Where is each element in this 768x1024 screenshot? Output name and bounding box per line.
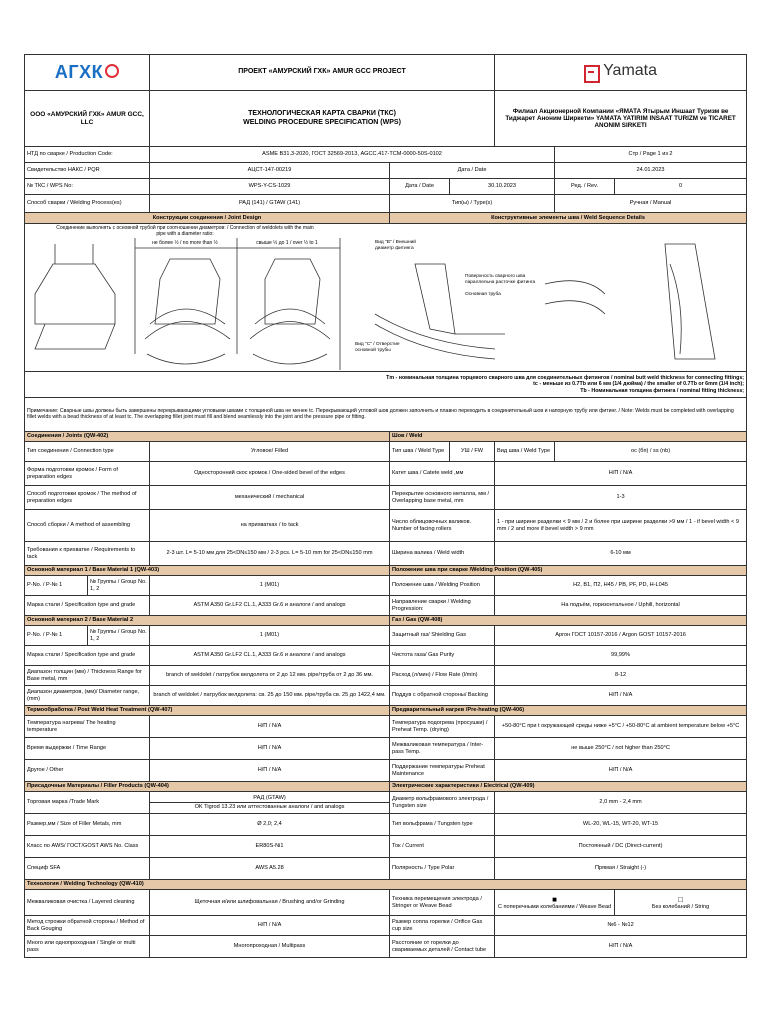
rev-label: Ред. / Rev. xyxy=(555,179,615,195)
filler-row-label: Размер,мм / Size of Filler Metals, mm xyxy=(25,814,150,836)
tech-row-value: Н/П / N/A xyxy=(150,916,390,936)
preheat-row-label: Поддержание температуры Preheat Maintenance xyxy=(390,760,495,782)
preheat-row-value: +50-80°С при t окружающей среды ниже +5°С / +50-80°С at ambient temperature below +5°С xyxy=(495,716,747,738)
weld-row-label: Перекрытие основного металла, мм / Overlapping base metal, mm xyxy=(390,486,495,510)
electrical-row-label: Ток / Current xyxy=(390,836,495,858)
electrical-row-value: WL-20, WL-15, WT-20, WT-15 xyxy=(495,814,747,836)
wps-value: WPS-Y-CS-1029 xyxy=(150,179,390,195)
label-d: Вид "С" / Отверстие основной трубы xyxy=(355,342,400,353)
rev-value: 0 xyxy=(615,179,747,195)
label-a: Вид "В" / Внешний диаметр фитинга xyxy=(375,240,416,251)
weld-row-label: Число облицовочных валиков. Number of facing rollers xyxy=(390,510,495,542)
pwht-row-value: Н/П / N/A xyxy=(150,716,390,738)
filler-brand-label: Торговая марка /Trade Mark xyxy=(25,792,150,814)
progression-label: Направление сварки / Welding Progression: xyxy=(390,596,495,616)
pwht-row-value: Н/П / N/A xyxy=(150,760,390,782)
base2-header: Основной материал 2 / Base Material 2 xyxy=(25,616,390,626)
gas-row-label: Чистота газа/ Gas Purity xyxy=(390,646,495,666)
design-drawing xyxy=(25,224,747,372)
wps-label: № ТКС / WPS No: xyxy=(25,179,150,195)
weld-row-value: 6-10 мм xyxy=(495,542,747,566)
filler-header: Присадочные Материалы / Filler Products (QW-404) xyxy=(25,782,390,792)
date1-value: 24.01.2023 xyxy=(555,163,747,179)
pwht-row-value: Н/П / N/A xyxy=(150,738,390,760)
weld-row-label: Ширина валика / Weld width xyxy=(390,542,495,566)
gas-row-value: 99,99% xyxy=(495,646,747,666)
gas-row-label: Поддув с обратной стороны/ Backing xyxy=(390,686,495,706)
filler-row-value: Ø 2,0; 2,4 xyxy=(150,814,390,836)
position-label: Положение шва / Welding Position xyxy=(390,576,495,596)
base2-pno: P-No. / P-№ 1 xyxy=(25,626,88,646)
electrical-row-label: Полярность / Type Polar xyxy=(390,858,495,880)
ntd-value: ASME B31.3-2020, ГОСТ 32569-2013, AGCC.417-TCM-0000-50S-0102 xyxy=(150,147,555,163)
preheat-row-label: Температура подогрева (просушки) / Preheat Temp. (drying) xyxy=(390,716,495,738)
date2-value: 30.10.2023 xyxy=(450,179,555,195)
position-header: Положение шва при сварке /Welding Position (QW-405) xyxy=(390,566,747,576)
base2-thick-value: branch of weldolet / патрубок велдолета от 2 до 12 мм. pipe/труба от 2 до 36 мм. xyxy=(150,666,390,686)
label-c: Основная труба xyxy=(465,292,501,297)
logo-ring-icon xyxy=(105,64,119,78)
electrical-row-value: 2,0 mm - 2,4 mm xyxy=(495,792,747,814)
joint-row-value: механический / mechanical xyxy=(150,486,390,510)
joints-header: Соединения / Joints (QW-402) xyxy=(25,432,390,442)
yamata-logo: Yamata xyxy=(495,55,747,91)
pwht-row-label: Время выдержки / Time Range xyxy=(25,738,150,760)
design-col2: свыше ½ до 1 / over ½ to 1 xyxy=(256,240,318,246)
weld-row-value: 1 - при ширине разделки < 9 мм / 2 и более при ширине разделки >9 мм / 1 - if bevel width < 9 mm / 2 and more if bevel width > 9 mm xyxy=(495,510,747,542)
joint-row-value: 2-3 шт. L= 5-10 мм для 25<DN≤150 мм / 2-3 pcs. L= 5-10 mm for 25<DN≤150 mm xyxy=(150,542,390,566)
weld-row-label: Катет шва / Catete weld ,мм xyxy=(390,462,495,486)
project-title: ПРОЕКТ «АМУРСКИЙ ГХК» AMUR GCC PROJECT xyxy=(150,55,495,91)
base2-grade-value: ASTM A350 Gr.LF2 CL.1, A333 Gr.6 и аналоги / and analogs xyxy=(150,646,390,666)
tech-r-label: Размер сопла горелки / Orifice Gas cup size xyxy=(390,916,495,936)
tech-row-label: Метод строжки обратной стороны / Method of Back Gouging xyxy=(25,916,150,936)
base1-grade-value: ASTM A350 Gr.LF2 CL.1, A333 Gr.6 и аналоги / and analogs xyxy=(150,596,390,616)
tech-row-label: Много или однопроходная / Single or multi pass xyxy=(25,936,150,958)
joint-row-value: на прихватках / to tack xyxy=(150,510,390,542)
electrical-header: Электрические характеристики / Electrical (QW-409) xyxy=(390,782,747,792)
weld-kind-label: Вид шва / Weld Type xyxy=(495,442,555,462)
joint-row-label: Форма подготовки кромок / Form of preparation edges xyxy=(25,462,150,486)
type-label: Тип(ы) / Type(s) xyxy=(390,195,555,213)
process-value: РАД (141) / GTAW (141) xyxy=(150,195,390,213)
gas-row-value: Н/П / N/A xyxy=(495,686,747,706)
progression-value: На подъём, горизонтальное / Uphill, horizontal xyxy=(495,596,747,616)
tech-r-value: №6 - №12 xyxy=(495,916,747,936)
electrical-row-value: Постоянный / DC (Direct-current) xyxy=(495,836,747,858)
technology-header: Технология / Welding Technology (QW-410) xyxy=(25,880,747,890)
yamata-mark-icon xyxy=(584,65,600,83)
weld-sequence-header: Конструктивные элементы шва / Weld Sequence Details xyxy=(390,213,747,224)
filler-row-value: ER80S-Ni1 xyxy=(150,836,390,858)
thickness-notes: Tm - номинальная толщина торцевого сварного шва для соединительных фитингов / nominal butt weld thickness for connecting fittings; tc - меньше из 0.7Tb или 6 мм (1/4 дюйма) / the smaller of 0.7Tb or 6mm (1/4 inch); Tb - Номинальная толщина фитинга / nominal fitting thickness; xyxy=(25,372,747,398)
weave-checked-icon: ■ xyxy=(552,894,557,904)
design-col1: не более ½ / no more than ½ xyxy=(152,240,218,246)
weld-row-value: 1-3 xyxy=(495,486,747,510)
base2-thick-label: Диапазон толщин (мм) / Thickness Range for Base metal, mm xyxy=(25,666,150,686)
design-caption: Соединение выполнять с основной трубой при соотношении диаметров: / Connection of weldolets with the main pipe with a diameter ratio: xyxy=(56,225,314,237)
weave-option: ■ С поперечными колебаниями / Weave Bead xyxy=(495,890,615,916)
base1-group-label: № Группы / Group No. 1, 2 xyxy=(88,576,150,596)
filler-row-label: Класс по AWS/ ГОСТ/GOST AWS No. Class xyxy=(25,836,150,858)
company-left: ООО «АМУРСКИЙ ГХК» AMUR GCC, LLC xyxy=(25,91,150,147)
base2-diam-label: Диапазон диаметров, (мм)/ Diameter range, (mm) xyxy=(25,686,150,706)
filler-row-value: AWS A5.28 xyxy=(150,858,390,880)
preheat-row-label: Межваликовая температура / Inter-pass Temp. xyxy=(390,738,495,760)
filler-row-label: Специф SFA xyxy=(25,858,150,880)
electrical-row-value: Прямая / Straight (-) xyxy=(495,858,747,880)
gas-row-label: Расход (л/мин) / Flow Rate (l/min) xyxy=(390,666,495,686)
string-unchecked-icon: □ xyxy=(678,894,683,904)
weld-header: Шов / Weld xyxy=(390,432,747,442)
preheat-row-value: не выше 250°С / not higher than 250°С xyxy=(495,738,747,760)
base1-group-value: 1 (M01) xyxy=(150,576,390,596)
pwht-row-label: Другое / Other xyxy=(25,760,150,782)
joint-row-label: Способ подготовки кромок / The method of preparation edges xyxy=(25,486,150,510)
base2-grade-label: Марка стали / Specification type and grade xyxy=(25,646,150,666)
wps-document xyxy=(24,54,746,958)
tech-row-value: Щеточная и/или шлифовальная / Brushing and/or Grinding xyxy=(150,890,390,916)
tech-row-value: Многопроходная / Multipass xyxy=(150,936,390,958)
ntd-label: НТД по сварке / Production Code: xyxy=(25,147,150,163)
process-label: Способ сварки / Welding Process(es) xyxy=(25,195,150,213)
preheat-row-value: Н/П / N/A xyxy=(495,760,747,782)
page-number: Стр / Page 1 из 2 xyxy=(555,147,747,163)
pwht-header: Термообработка / Post Weld Heat Treatment (QW-407) xyxy=(25,706,390,716)
base2-group-value: 1 (M01) xyxy=(150,626,390,646)
weld-row-value: Н/П / N/A xyxy=(495,462,747,486)
wps-table xyxy=(24,54,747,958)
gas-row-label: Защитный газ/ Shielding Gas xyxy=(390,626,495,646)
tech-r-label: Техника перемещения электрода / Stringer or Weave Bead xyxy=(390,890,495,916)
electrical-row-label: Тип вольфрама / Tungsten type xyxy=(390,814,495,836)
position-value: H2, В1, П2, Н45 / PB, PF, PD, H-L045 xyxy=(495,576,747,596)
naks-label: Свидетельство НАКС / PQR xyxy=(25,163,150,179)
doc-title: ТЕХНОЛОГИЧЕСКАЯ КАРТА СВАРКИ (ТКС) WELDING PROCEDURE SPECIFICATION (WPS) xyxy=(150,91,495,147)
company-right: Филиал Акционерной Компании «ЯМАТА Ятырым Иншаат Туризм ве Тиджарет Аноним Ширкети» YAMATA YATIRIM INSAAT TURIZM ve TICARET ANONIM SIRKETI xyxy=(495,91,747,147)
date1-label: Дата / Date xyxy=(390,163,555,179)
weld-type-label: Тип шва / Weld Type xyxy=(390,442,450,462)
date2-label: Дата / Date xyxy=(390,179,450,195)
string-option: □ Без колебаний / String xyxy=(615,890,747,916)
tech-r-value: Н/П / N/A xyxy=(495,936,747,958)
filler-brand-value: РАД (GTAW) OK Tigrod 13.23 или аттестованные аналоги / and analogs xyxy=(150,792,390,814)
pwht-row-label: Температура нагрева/ The heating temperature xyxy=(25,716,150,738)
agkh-logo: АГХК xyxy=(25,55,150,91)
remark: Примечание: Сварные швы должны быть завершены перекрывающими угловыми швами с толщиной шва не менее tc. Перекрывающий угловой шов должен заполнить и плавно переходить в соединительный шов и напорную трубу или фитинг. / Note: Welds must be completed with overlapping fillet welds with a bead thickness of at least tc. The overlapping fillet joint must fill and blend seamlessly into the joint and the pressure pipe or fitting. xyxy=(25,398,747,432)
tech-row-label: Межваликовая очистка / Layered cleaning xyxy=(25,890,150,916)
preheat-header: Предварительный нагрев /Pre-heating (QW-406) xyxy=(390,706,747,716)
naks-value: АЦСТ-147-00219 xyxy=(150,163,390,179)
joint-row-label: Способ сборки / A method of assembling xyxy=(25,510,150,542)
weld-kind-value: ос (бп) / ss (nb) xyxy=(555,442,747,462)
base2-diam-value: branch of weldolet / патрубок велдолета: св. 25 до 150 мм. pipe/труба св. 25 до 1422,4 мм. xyxy=(150,686,390,706)
tech-r-label: Расстояние от горелки до свариваемых деталей / Contact tube xyxy=(390,936,495,958)
joint-row-value: Односторонний скос кромок / One-sided bevel of the edges xyxy=(150,462,390,486)
base1-header: Основной материал 1 / Base Material 1 (QW-403) xyxy=(25,566,390,576)
gas-header: Газ / Gas (QW-408) xyxy=(390,616,747,626)
weld-type-value: УШ / FW xyxy=(450,442,495,462)
base1-grade-label: Марка стали / Specification type and grade xyxy=(25,596,150,616)
base2-group-label: № Группы / Group No. 1, 2 xyxy=(88,626,150,646)
joint-row-value: Угловое/ Filled xyxy=(150,442,390,462)
type-value: Ручная / Manual xyxy=(555,195,747,213)
base1-pno: P-No. / P-№ 1 xyxy=(25,576,88,596)
joint-design-header: Конструкции соединения / Joint Design xyxy=(25,213,390,224)
joint-row-label: Тип соединения / Connection type xyxy=(25,442,150,462)
label-b: Поверхность сварного шва параллельна расточке фитинга xyxy=(465,274,536,285)
gas-row-value: 8-12 xyxy=(495,666,747,686)
gas-row-value: Аргон ГОСТ 10157-2016 / Argon GOST 10157-2016 xyxy=(495,626,747,646)
electrical-row-label: Диаметр вольфрамового электрода / Tungsten size xyxy=(390,792,495,814)
joint-row-label: Требования к прихватке / Requirements to tack xyxy=(25,542,150,566)
